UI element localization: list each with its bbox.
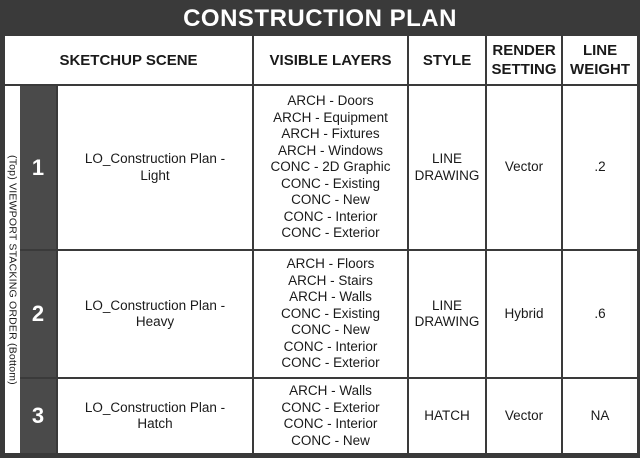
header-render-setting xyxy=(486,35,562,85)
layer-item: CONC - 2D Graphic xyxy=(270,159,391,175)
layers-cell xyxy=(253,250,408,378)
construction-plan-table xyxy=(3,34,639,455)
layer-item: CONC - New xyxy=(291,192,370,208)
style-line1: LINE xyxy=(432,151,463,166)
row-number: 1 xyxy=(20,85,57,250)
header-visible-layers: VISIBLE LAYERS xyxy=(253,35,408,85)
side-label-text: (Top) VIEWPORT STACKING ORDER (Bottom) xyxy=(6,154,19,385)
header-render-line1: RENDER xyxy=(492,42,556,59)
render-setting-cell: Hybrid xyxy=(486,250,562,378)
header-sketchup-scene: SKETCHUP SCENE xyxy=(4,35,253,85)
style-line1: HATCH xyxy=(424,407,470,423)
scene-line2: Heavy xyxy=(135,314,175,329)
scene-line1: LO_Construction Plan - xyxy=(84,399,226,415)
style-line2: DRAWING xyxy=(414,167,480,183)
style-cell xyxy=(408,250,486,378)
table-row xyxy=(4,250,638,378)
layer-item: ARCH - Fixtures xyxy=(281,126,380,142)
scene-cell xyxy=(57,250,253,378)
header-weight-line1: LINE xyxy=(582,42,618,59)
style-line1: LINE xyxy=(432,297,463,313)
scene-line1: LO_Construction Plan - xyxy=(84,297,226,313)
line-weight-cell: .6 xyxy=(562,250,638,378)
layer-item: ARCH - Floors xyxy=(286,256,375,272)
scene-cell xyxy=(57,85,253,250)
layer-item: ARCH - Doors xyxy=(287,93,374,109)
header-render-line2: SETTING xyxy=(491,61,557,78)
layers-cell xyxy=(253,85,408,250)
layer-item: CONC - Exterior xyxy=(281,225,380,241)
style-cell xyxy=(408,378,486,454)
scene-line2: Hatch xyxy=(137,416,173,431)
layer-item: CONC - Interior xyxy=(283,208,378,224)
scene-line1: LO_Construction Plan - xyxy=(84,151,226,166)
layer-item: CONC - Existing xyxy=(281,175,381,191)
row-number: 3 xyxy=(20,378,57,454)
layer-item: ARCH - Stairs xyxy=(288,272,373,288)
style-line2: DRAWING xyxy=(414,314,480,329)
row-number: 2 xyxy=(20,250,57,378)
layer-item: CONC - Exterior xyxy=(281,355,380,371)
header-weight-line2: WEIGHT xyxy=(570,61,631,78)
render-setting-cell: Vector xyxy=(486,378,562,454)
layer-item: CONC - Existing xyxy=(281,305,381,321)
render-setting-cell: Vector xyxy=(486,85,562,250)
table-row xyxy=(4,85,638,250)
table-row xyxy=(4,378,638,454)
header-row xyxy=(4,35,638,85)
line-weight-cell: .2 xyxy=(562,85,638,250)
layer-item: ARCH - Walls xyxy=(289,289,372,305)
layers-cell xyxy=(253,378,408,454)
scene-line2: Light xyxy=(140,167,170,183)
layer-item: CONC - Interior xyxy=(283,416,378,431)
layer-item: CONC - New xyxy=(291,432,370,448)
layer-item: ARCH - Walls xyxy=(289,383,372,398)
scene-cell xyxy=(57,378,253,454)
page-title: CONSTRUCTION PLAN xyxy=(3,3,637,34)
layer-item: CONC - New xyxy=(291,322,370,338)
header-style: STYLE xyxy=(408,35,486,85)
layer-item: ARCH - Equipment xyxy=(273,109,388,125)
layer-item: CONC - Exterior xyxy=(281,399,380,415)
line-weight-cell: NA xyxy=(562,378,638,454)
layer-item: ARCH - Windows xyxy=(278,142,384,158)
header-line-weight xyxy=(562,35,638,85)
stacking-order-side-label xyxy=(4,85,20,454)
style-cell xyxy=(408,85,486,250)
layer-item: CONC - Interior xyxy=(283,338,378,354)
